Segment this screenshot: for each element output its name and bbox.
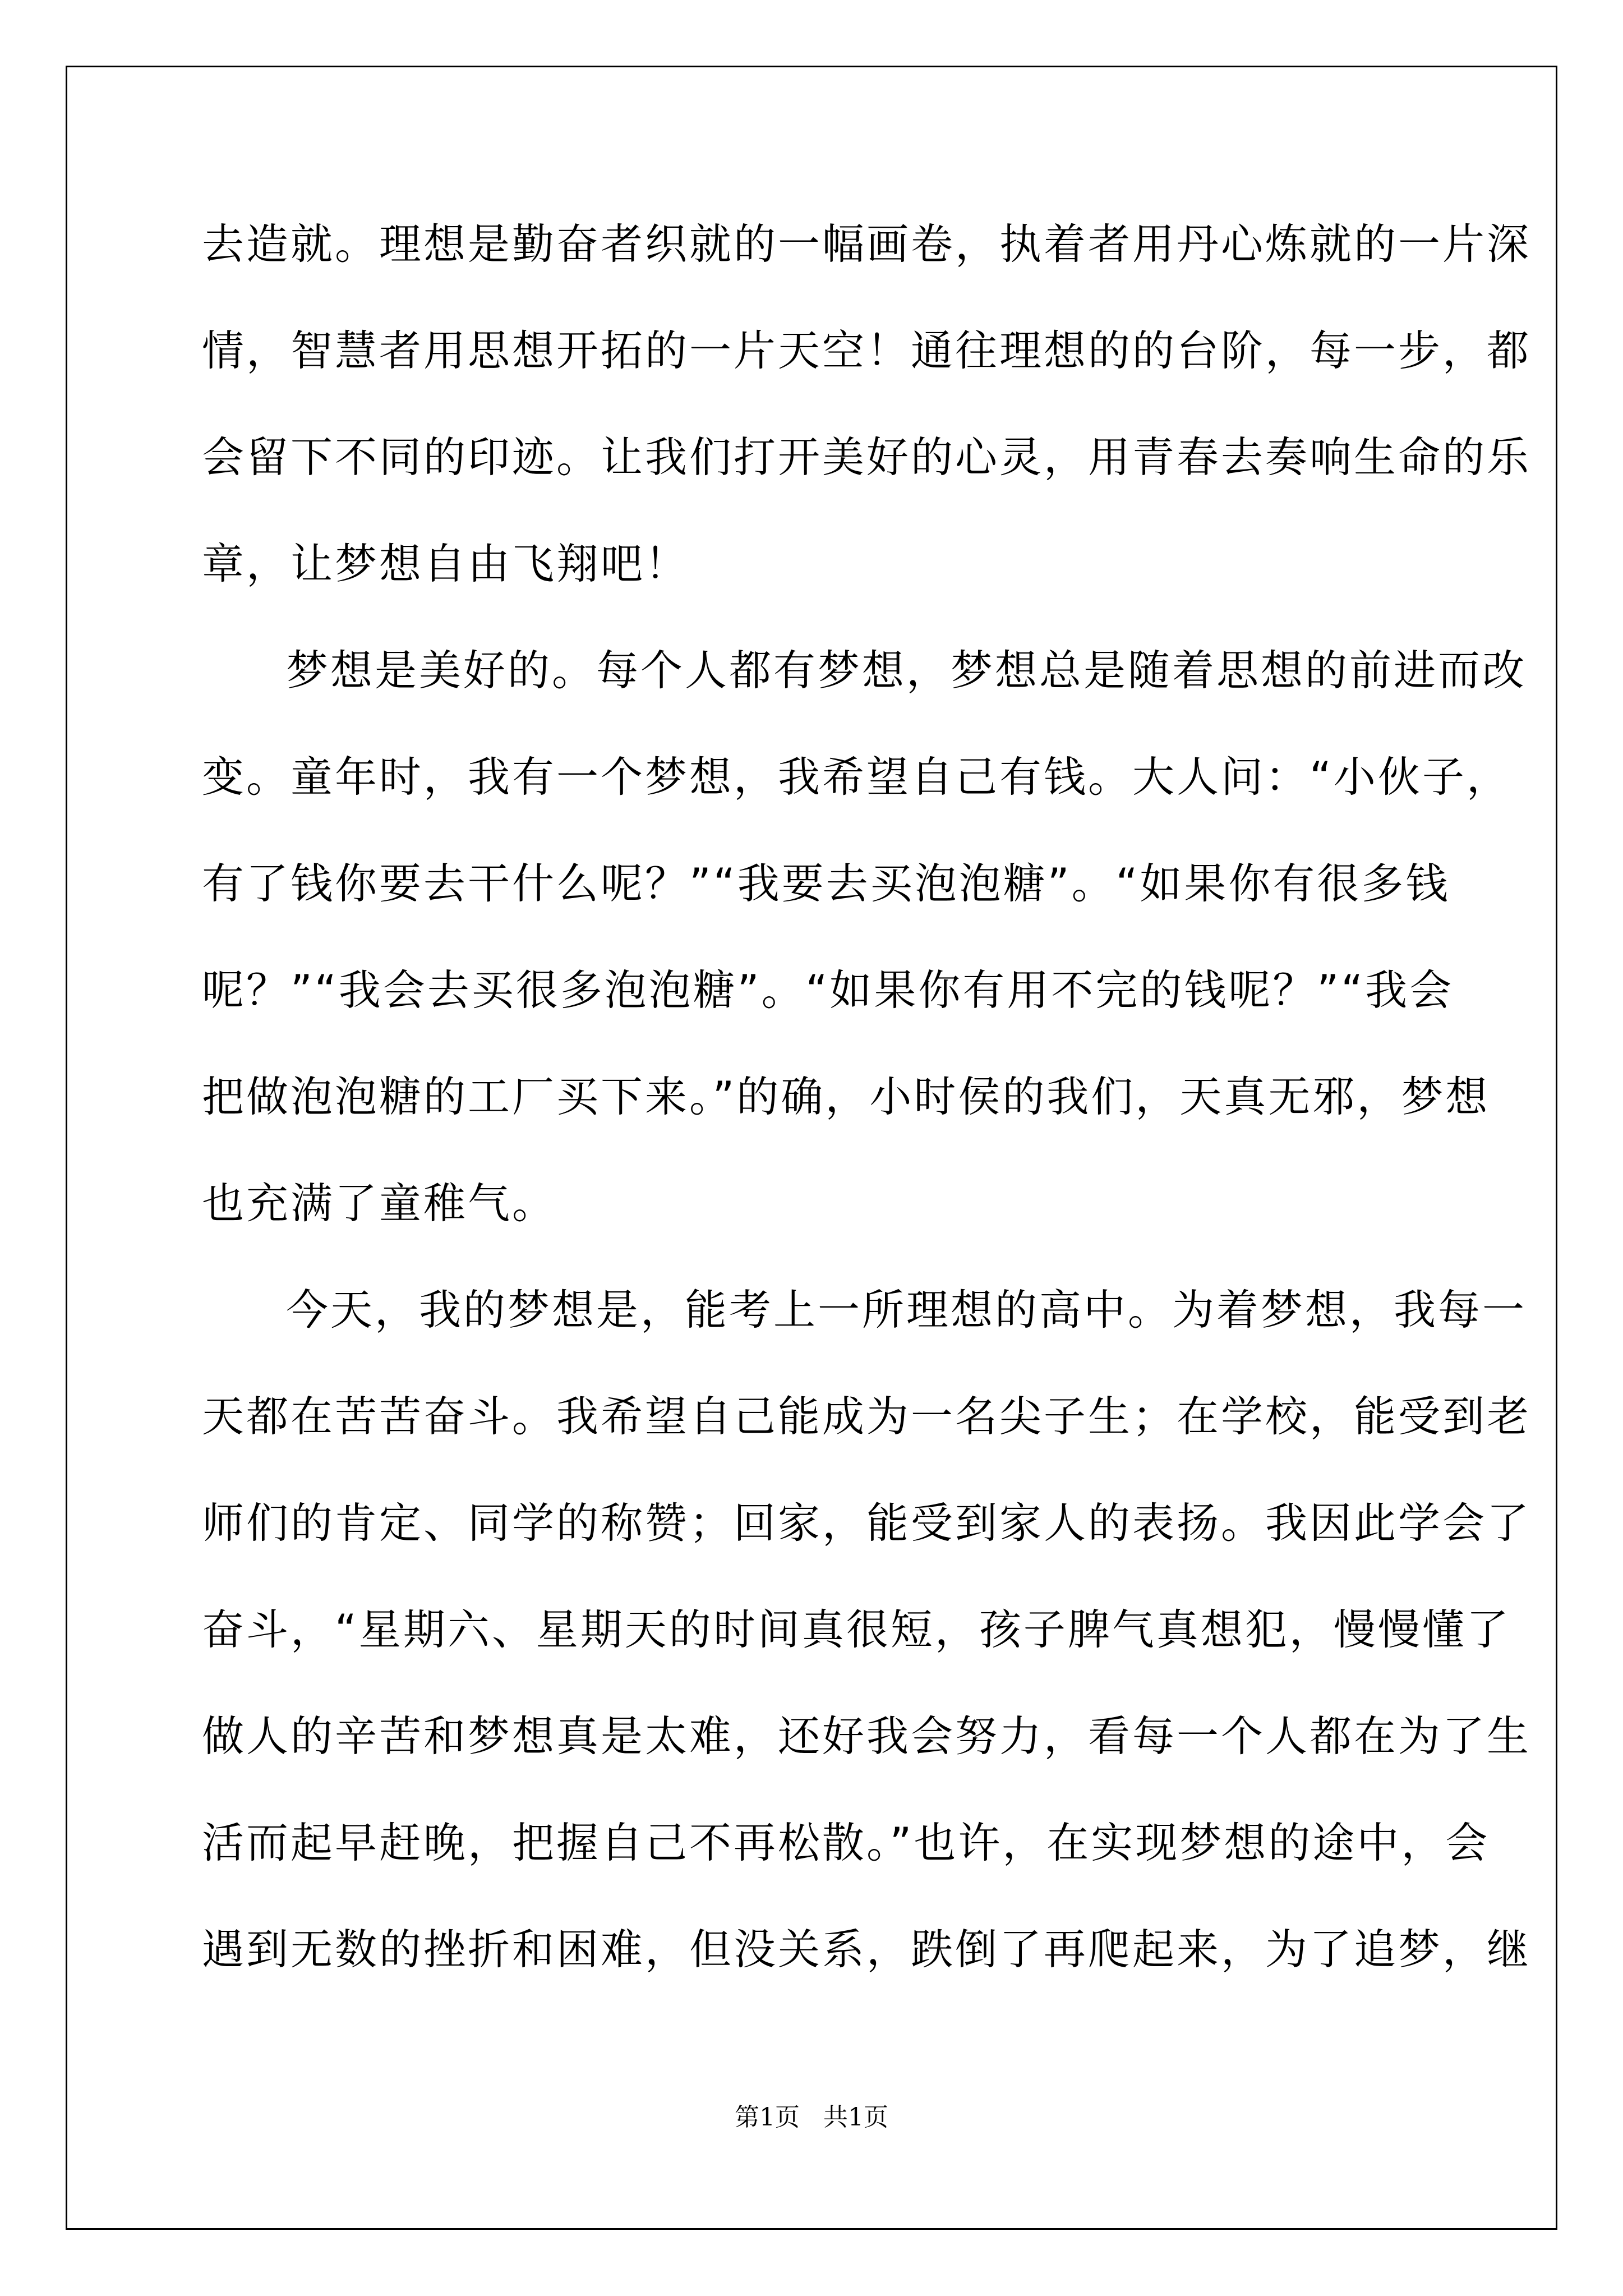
text-line: 天都在苦苦奋斗。我希望自己能成为一名尖子生；在学校，能受到老 xyxy=(202,1392,1532,1441)
text-line: 会留下不同的印迹。让我们打开美好的心灵，用青春去奏响生命的乐 xyxy=(202,432,1532,482)
text-line: 章，让梦想自由飞翔吧！ xyxy=(202,539,690,588)
text-line: 活而起早赶晚，把握自己不再松散。”也许，在实现梦想的途中，会 xyxy=(202,1818,1490,1867)
text-line: 奋斗，“星期六、星期天的时间真很短，孩子脾气真想犯，慢慢懂了 xyxy=(202,1605,1511,1654)
paragraph-first-line: 今天，我的梦想是，能考上一所理想的高中。为着梦想，我每一 xyxy=(286,1285,1527,1335)
text-line: 情，智慧者用思想开拓的一片天空！通往理想的的台阶，每一步，都 xyxy=(202,326,1532,375)
text-line: 去造就。理想是勤奋者织就的一幅画卷，执着者用丹心炼就的一片深 xyxy=(202,219,1532,269)
text-line: 变。童年时，我有一个梦想，我希望自己有钱。大人问：“小伙子， xyxy=(202,752,1511,802)
text-line: 遇到无数的挫折和困难，但没关系，跌倒了再爬起来，为了追梦，继 xyxy=(202,1925,1532,1974)
text-line: 师们的肯定、同学的称赞；回家，能受到家人的表扬。我因此学会了 xyxy=(202,1498,1532,1548)
page-border xyxy=(66,66,1557,2230)
text-line: 也充满了童稚气。 xyxy=(202,1179,557,1228)
text-line: 呢？”“我会去买很多泡泡糖”。“如果你有用不完的钱呢？”“我会 xyxy=(202,965,1454,1015)
text-line: 把做泡泡糖的工厂买下来。”的确，小时侯的我们，天真无邪，梦想 xyxy=(202,1072,1490,1121)
text-line: 做人的辛苦和梦想真是太难，还好我会努力，看每一个人都在为了生 xyxy=(202,1711,1532,1761)
text-line: 有了钱你要去干什么呢？”“我要去买泡泡糖”。“如果你有很多钱 xyxy=(202,859,1450,908)
page-footer: 第1页 共1页 xyxy=(735,2103,888,2132)
paragraph-first-line: 梦想是美好的。每个人都有梦想，梦想总是随着思想的前进而改 xyxy=(286,646,1527,695)
